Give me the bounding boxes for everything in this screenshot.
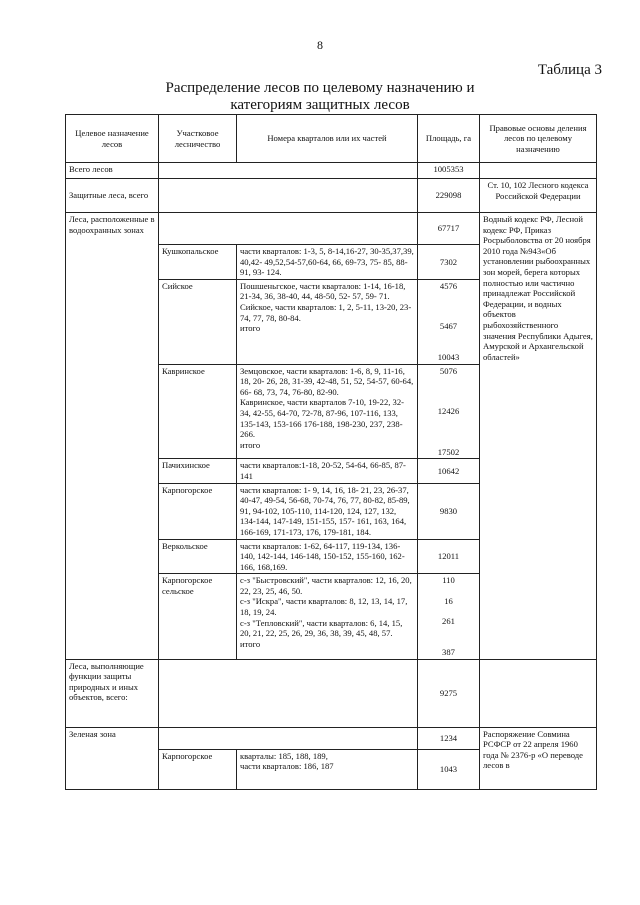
page-title: Распределение лесов по целевому назначению и категориям защитных лесов (165, 80, 475, 113)
subtotal-label: итого (240, 323, 261, 334)
area-value: 10642 (437, 465, 460, 476)
water-area: 67717 (418, 213, 480, 245)
area-cell (418, 539, 480, 574)
quarters-text: Кавринское, части кварталов 7-10, 19-22, 32-34, 42-55, 64-70, 72-78, 87-96, 107-116, 133, 135-143, 153-166 176-188, 198-230, 237, 238-266. (240, 397, 405, 440)
natural-row (66, 659, 597, 727)
subtotal-label: итого (240, 439, 261, 450)
quarters-cell (237, 574, 418, 659)
quarters-cell (237, 364, 418, 459)
area-value: 387 (442, 647, 455, 658)
district-name: Сийское (159, 279, 237, 364)
quarters-text: части кварталов: 1-3, 5, 8-14,16-27, 30-35,37,39, 40,42- 49,52,54-57,60-64, 66, 69-73, 75- 85, 88- 91, 93- 124. (240, 246, 414, 278)
page-number: 8 (317, 38, 323, 52)
green-empty (159, 727, 418, 749)
header-legal: Правовые основы деления лесов по целевому назначению (480, 115, 597, 163)
protective-label: Защитные леса, всего (66, 179, 159, 213)
quarters-cell (237, 483, 418, 539)
district-name: Веркольское (159, 539, 237, 574)
header-quarters: Номера кварталов или их частей (237, 115, 418, 163)
natural-empty (159, 659, 418, 727)
area-value: 5076 (439, 365, 458, 376)
quarters-text: части кварталов:1-18, 20-52, 54-64, 66-85, 87-141 (240, 460, 406, 481)
district-name: Карпогорское сельское (159, 574, 237, 659)
total-empty (159, 163, 418, 179)
area-value: 110 (442, 575, 455, 586)
water-legal: Водный кодекс РФ, Лесной кодекс РФ, Приказ Росрыболовства от 20 ноября 2010 года №943«Об установлении рыбоохранных зон морей, берега которых полностью или частично принадлежат Российской Федерации, и водных объектов рыбохозяйственного значения Республики Адыгея, Амурской и Архангельской областей» (480, 213, 597, 660)
area-value: 12011 (437, 551, 460, 562)
total-row (66, 163, 597, 179)
quarters-text: Земцовское, части кварталов: 1-6, 8, 9, 11-16, 18, 20- 26, 28, 31-39, 42-48, 51, 52, 54-57, 60-64, 66- 68, 73, 74, 76-80, 82-90. (240, 365, 414, 397)
natural-legal-empty (480, 659, 597, 727)
quarters-text: Сийское, части кварталов: 1, 2, 5-11, 13-20, 23- 74, 77, 78, 80-84. (240, 301, 412, 323)
protective-legal: Ст. 10, 102 Лесного кодекса Российской Федерации (480, 179, 597, 213)
green-label: Зеленая зона (66, 727, 159, 789)
area-value: 16 (444, 595, 453, 606)
district-name: Кавринское (159, 364, 237, 459)
natural-area: 9275 (418, 659, 480, 727)
area-cell (418, 483, 480, 539)
quarters-text: с-з "Тепловский", части кварталов: 6, 14, 15, 20, 21, 22, 25, 26, 29, 36, 38, 39, 45, 48, 57. (240, 617, 403, 639)
water-label: Леса, расположенные в водоохранных зонах (66, 213, 159, 660)
area-value: 7302 (439, 256, 458, 267)
protective-empty (159, 179, 418, 213)
subtotal-label: итого (240, 638, 261, 649)
green-legal: Распоряжение Совмина РСФСР от 22 апреля 1960 года № 2376-р «О переводе лесов в (480, 727, 597, 789)
quarters-cell (237, 459, 418, 483)
district-name: Карпогорское (159, 749, 237, 789)
area-value: 9830 (439, 505, 458, 516)
table-label: Таблица 3 (537, 62, 602, 78)
quarters-text: с-з "Искра", части кварталов: 8, 12, 13, 14, 17, 18, 19, 24. (240, 596, 408, 618)
water-empty (159, 213, 418, 245)
quarters-text: части кварталов: 186, 187 (240, 761, 334, 772)
header-purpose: Целевое назначение лесов (66, 115, 159, 163)
total-legal-empty (480, 163, 597, 179)
area-cell (418, 459, 480, 483)
water-row (66, 213, 597, 245)
header-district: Участковое лесничество (159, 115, 237, 163)
header-area: Площадь, га (418, 115, 480, 163)
area-cell: 1043 (418, 749, 480, 789)
area-value: 10043 (437, 351, 460, 362)
quarters-cell (237, 245, 418, 280)
quarters-text: части кварталов: 1- 9, 14, 16, 18- 21, 23, 26-37, 40-47, 49-54, 56-68, 70-74, 76, 77, 80-82, 85-89, 91, 94-102, 105-110, 114-120, 124, 127, 132, 134-144, 147-149, 151-155, 157- 161, 163, 164, 166-169, 171-173, 176, 179-181, 184. (240, 484, 410, 537)
quarters-cell (237, 539, 418, 574)
area-value: 17502 (437, 446, 460, 457)
district-name: Пачихинское (159, 459, 237, 483)
area-cell (418, 574, 480, 659)
protective-area: 229098 (418, 179, 480, 213)
green-row (66, 727, 597, 749)
quarters-cell (237, 279, 418, 364)
area-value: 4576 (439, 280, 458, 291)
total-label: Всего лесов (66, 163, 159, 179)
total-area: 1005353 (418, 163, 480, 179)
area-value: 5467 (439, 321, 458, 332)
quarters-text: кварталы: 185, 188, 189, (240, 750, 328, 761)
district-name: Карпогорское (159, 483, 237, 539)
district-name: Кушкопальское (159, 245, 237, 280)
quarters-text: части кварталов: 1-62, 64-117, 119-134, 136-140, 142-144, 146-148, 150-152, 155-160, 162-166, 168,169. (240, 540, 405, 572)
header-row (66, 115, 597, 163)
forest-distribution-table (65, 114, 597, 790)
protective-row (66, 179, 597, 213)
area-cell (418, 245, 480, 280)
quarters-text: с-з "Быстровский", части кварталов: 12, 16, 20, 22, 23, 25, 46, 50. (240, 575, 412, 596)
area-value: 261 (442, 616, 455, 627)
green-area: 1234 (418, 727, 480, 749)
natural-label: Леса, выполняющие функции защиты природных и иных объектов, всего: (66, 659, 159, 727)
area-value: 12426 (437, 406, 460, 417)
area-cell (418, 364, 480, 459)
quarters-text: Пошшеньгское, части кварталов: 1-14, 16-18, 21-34, 36, 38-40, 44, 48-50, 52- 57, 59- 71. (240, 280, 406, 302)
area-cell (418, 279, 480, 364)
quarters-cell (237, 749, 418, 789)
